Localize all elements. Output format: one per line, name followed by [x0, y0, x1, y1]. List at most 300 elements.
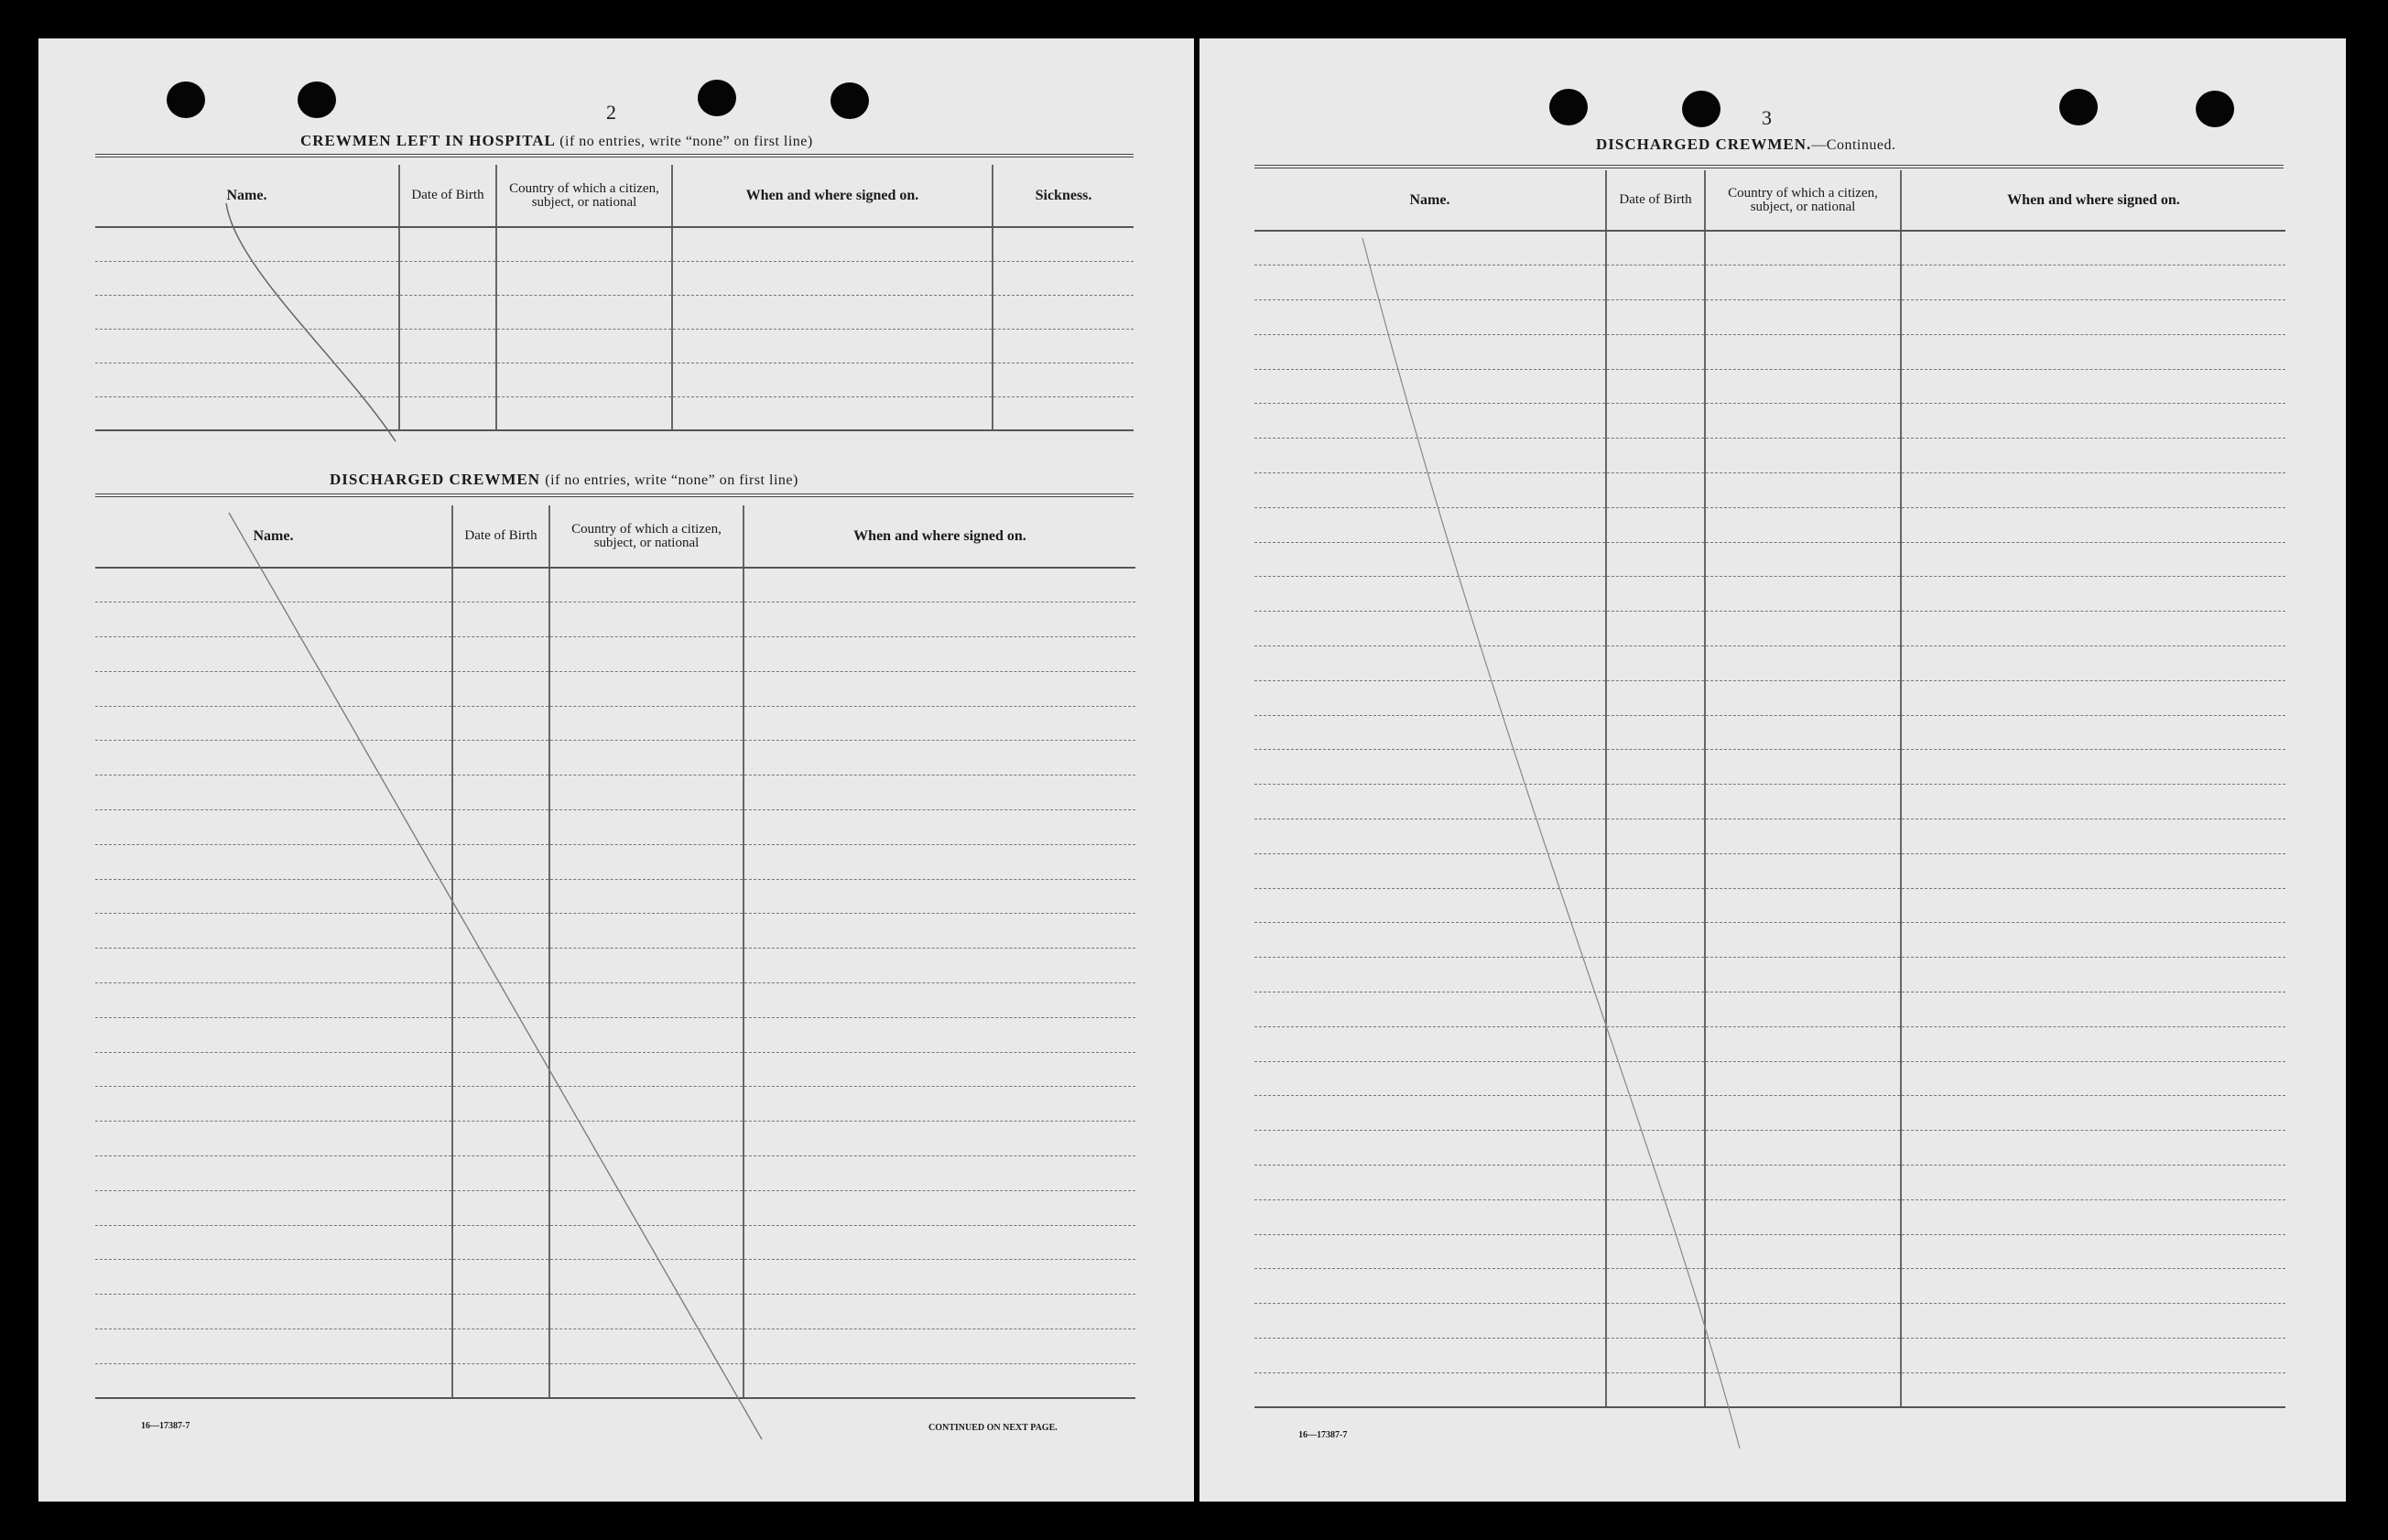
blank-cell: [1254, 507, 1606, 542]
discharged-table: [95, 505, 1135, 1399]
col-country-header: Country of which a citizen, subject, or national: [549, 505, 744, 568]
blank-cell: [1254, 888, 1606, 923]
blank-cell: [1705, 473, 1901, 508]
blank-cell: [1606, 992, 1705, 1027]
blank-cell: [744, 1017, 1135, 1052]
form-row: [1254, 923, 2285, 958]
punch-hole: [1682, 91, 1720, 127]
blank-cell: [95, 1260, 452, 1295]
blank-cell: [1705, 404, 1901, 439]
blank-cell: [1705, 369, 1901, 404]
blank-cell: [1606, 888, 1705, 923]
blank-cell: [1901, 1339, 2285, 1373]
form-row: [95, 363, 1134, 396]
blank-cell: [549, 1225, 744, 1260]
blank-cell: [1254, 612, 1606, 646]
blank-cell: [452, 741, 549, 775]
blank-cell: [744, 1329, 1135, 1364]
blank-cell: [993, 363, 1134, 396]
col-name-header: Name.: [1254, 170, 1606, 231]
form-row: [1254, 369, 2285, 404]
blank-cell: [452, 879, 549, 914]
form-row: [95, 1260, 1135, 1295]
blank-cell: [95, 741, 452, 775]
blank-cell: [1901, 1304, 2285, 1339]
blank-cell: [1901, 231, 2285, 266]
form-row: [95, 568, 1135, 602]
form-number: 16—17387-7: [1298, 1430, 1348, 1440]
blank-cell: [1705, 1304, 1901, 1339]
right-page: [1199, 38, 2346, 1502]
blank-cell: [744, 914, 1135, 949]
blank-cell: [452, 1225, 549, 1260]
blank-cell: [95, 983, 452, 1018]
blank-cell: [452, 637, 549, 672]
blank-cell: [1254, 992, 1606, 1027]
blank-cell: [672, 396, 993, 430]
form-row: [1254, 266, 2285, 300]
form-row: [1254, 439, 2285, 473]
blank-cell: [549, 602, 744, 637]
blank-cell: [744, 1190, 1135, 1225]
col-country-header: Country of which a citizen, subject, or national: [1705, 170, 1901, 231]
blank-cell: [549, 706, 744, 741]
blank-cell: [549, 810, 744, 845]
blank-cell: [1606, 785, 1705, 819]
blank-cell: [1705, 888, 1901, 923]
blank-cell: [1705, 1269, 1901, 1304]
blank-cell: [744, 1295, 1135, 1329]
blank-cell: [1705, 992, 1901, 1027]
form-row: [1254, 680, 2285, 715]
form-row: [1254, 750, 2285, 785]
blank-cell: [496, 363, 672, 396]
blank-cell: [993, 261, 1134, 295]
blank-cell: [452, 810, 549, 845]
blank-cell: [452, 671, 549, 706]
blank-cell: [1901, 612, 2285, 646]
blank-cell: [1606, 680, 1705, 715]
blank-cell: [1901, 577, 2285, 612]
blank-cell: [744, 775, 1135, 810]
blank-cell: [744, 1156, 1135, 1191]
blank-cell: [1254, 266, 1606, 300]
blank-cell: [1606, 1096, 1705, 1131]
blank-cell: [95, 1295, 452, 1329]
blank-cell: [1606, 819, 1705, 854]
blank-cell: [95, 810, 452, 845]
blank-cell: [993, 329, 1134, 363]
blank-cell: [1901, 646, 2285, 681]
form-row: [95, 1017, 1135, 1052]
blank-cell: [993, 396, 1134, 430]
blank-cell: [95, 1087, 452, 1122]
blank-cell: [549, 914, 744, 949]
blank-cell: [452, 1156, 549, 1191]
blank-cell: [744, 741, 1135, 775]
blank-cell: [95, 1225, 452, 1260]
blank-cell: [95, 775, 452, 810]
blank-cell: [744, 706, 1135, 741]
blank-cell: [1705, 1199, 1901, 1234]
blank-cell: [1606, 612, 1705, 646]
blank-cell: [452, 706, 549, 741]
blank-cell: [1254, 750, 1606, 785]
page-title: [1596, 136, 1895, 154]
col-dob-header: Date of Birth: [452, 505, 549, 568]
blank-cell: [1606, 334, 1705, 369]
blank-cell: [1705, 266, 1901, 300]
blank-cell: [1254, 1234, 1606, 1269]
blank-cell: [1901, 888, 2285, 923]
form-row: [95, 1190, 1135, 1225]
blank-cell: [1705, 1372, 1901, 1407]
blank-cell: [1705, 646, 1901, 681]
blank-cell: [1606, 507, 1705, 542]
header-rule: [1254, 165, 2284, 168]
blank-cell: [95, 329, 399, 363]
col-dob-header: Date of Birth: [399, 165, 496, 227]
blank-cell: [744, 844, 1135, 879]
blank-cell: [95, 568, 452, 602]
form-row: [95, 1295, 1135, 1329]
form-row: [95, 329, 1134, 363]
form-row: [95, 844, 1135, 879]
blank-cell: [496, 295, 672, 329]
blank-cell: [1705, 439, 1901, 473]
form-row: [95, 637, 1135, 672]
col-dob-header: Date of Birth: [1606, 170, 1705, 231]
blank-cell: [549, 879, 744, 914]
form-row: [1254, 853, 2285, 888]
left-page: [38, 38, 1194, 1502]
blank-cell: [993, 227, 1134, 261]
blank-cell: [1254, 1026, 1606, 1061]
blank-cell: [1901, 1372, 2285, 1407]
form-row: [95, 1156, 1135, 1191]
blank-cell: [1254, 369, 1606, 404]
blank-cell: [744, 1260, 1135, 1295]
blank-cell: [1606, 1234, 1705, 1269]
form-row: [1254, 334, 2285, 369]
blank-cell: [95, 1329, 452, 1364]
form-row: [95, 227, 1134, 261]
blank-cell: [549, 1087, 744, 1122]
col-name-header: Name.: [95, 505, 452, 568]
blank-cell: [1254, 680, 1606, 715]
blank-cell: [95, 1363, 452, 1398]
blank-cell: [399, 396, 496, 430]
blank-cell: [496, 227, 672, 261]
punch-hole: [2196, 91, 2234, 127]
blank-cell: [1606, 577, 1705, 612]
blank-cell: [549, 775, 744, 810]
form-row: [95, 671, 1135, 706]
form-row: [1254, 1304, 2285, 1339]
blank-cell: [1254, 819, 1606, 854]
form-row: [1254, 1199, 2285, 1234]
blank-cell: [1901, 853, 2285, 888]
blank-cell: [1606, 853, 1705, 888]
blank-cell: [549, 1363, 744, 1398]
blank-cell: [1705, 507, 1901, 542]
form-number: 16—17387-7: [141, 1421, 190, 1431]
blank-cell: [1901, 680, 2285, 715]
blank-cell: [1606, 1339, 1705, 1373]
form-row: [95, 1087, 1135, 1122]
form-row: [1254, 507, 2285, 542]
blank-cell: [549, 1329, 744, 1364]
blank-cell: [452, 1295, 549, 1329]
form-row: [95, 1329, 1135, 1364]
blank-cell: [549, 1122, 744, 1156]
form-row: [1254, 542, 2285, 577]
form-row: [95, 261, 1134, 295]
form-row: [95, 1122, 1135, 1156]
form-row: [95, 602, 1135, 637]
form-row: [1254, 231, 2285, 266]
form-row: [95, 775, 1135, 810]
form-row: [95, 949, 1135, 983]
blank-cell: [452, 1363, 549, 1398]
blank-cell: [1254, 646, 1606, 681]
form-row: [1254, 715, 2285, 750]
form-row: [1254, 1339, 2285, 1373]
blank-cell: [1901, 1131, 2285, 1166]
form-row: [1254, 888, 2285, 923]
blank-cell: [549, 568, 744, 602]
blank-cell: [95, 261, 399, 295]
blank-cell: [452, 775, 549, 810]
form-row: [1254, 612, 2285, 646]
blank-cell: [1705, 231, 1901, 266]
blank-cell: [95, 295, 399, 329]
blank-cell: [1606, 1131, 1705, 1166]
blank-cell: [549, 741, 744, 775]
page-number: 3: [1762, 106, 1772, 129]
blank-cell: [1901, 1061, 2285, 1096]
blank-cell: [1705, 819, 1901, 854]
blank-cell: [1901, 300, 2285, 335]
blank-cell: [1606, 300, 1705, 335]
blank-cell: [1901, 266, 2285, 300]
blank-cell: [452, 1260, 549, 1295]
hospital-instruction: (if no entries, write “none” on first line): [559, 134, 813, 149]
blank-cell: [1606, 1026, 1705, 1061]
blank-cell: [1606, 473, 1705, 508]
blank-cell: [452, 602, 549, 637]
blank-cell: [1254, 1304, 1606, 1339]
form-row: [1254, 785, 2285, 819]
punch-hole: [2059, 89, 2098, 125]
form-row: [1254, 1234, 2285, 1269]
blank-cell: [1705, 958, 1901, 992]
blank-cell: [672, 295, 993, 329]
blank-cell: [1254, 1131, 1606, 1166]
blank-cell: [1901, 1199, 2285, 1234]
blank-cell: [1705, 334, 1901, 369]
blank-cell: [744, 1087, 1135, 1122]
blank-cell: [1254, 1061, 1606, 1096]
blank-cell: [1901, 992, 2285, 1027]
blank-cell: [1901, 334, 2285, 369]
col-country-header: Country of which a citizen, subject, or national: [496, 165, 672, 227]
blank-cell: [1254, 1269, 1606, 1304]
blank-cell: [549, 1260, 744, 1295]
blank-cell: [452, 1190, 549, 1225]
blank-cell: [549, 1156, 744, 1191]
blank-cell: [549, 1017, 744, 1052]
blank-cell: [1705, 853, 1901, 888]
blank-cell: [744, 879, 1135, 914]
blank-cell: [1254, 715, 1606, 750]
blank-cell: [1254, 542, 1606, 577]
blank-cell: [744, 1363, 1135, 1398]
blank-cell: [1606, 404, 1705, 439]
title-text: DISCHARGED CREWMEN.: [1596, 136, 1812, 153]
blank-cell: [95, 1190, 452, 1225]
blank-cell: [95, 396, 399, 430]
form-row: [1254, 646, 2285, 681]
form-row: [95, 810, 1135, 845]
blank-cell: [1606, 1372, 1705, 1407]
blank-cell: [549, 671, 744, 706]
header-rule: [95, 493, 1134, 497]
blank-cell: [452, 1329, 549, 1364]
form-row: [95, 1363, 1135, 1398]
blank-cell: [549, 1190, 744, 1225]
form-row: [1254, 473, 2285, 508]
blank-cell: [744, 602, 1135, 637]
blank-cell: [1901, 750, 2285, 785]
blank-cell: [452, 844, 549, 879]
hospital-section-title: [300, 132, 813, 150]
blank-cell: [1606, 646, 1705, 681]
col-signed-header: When and where signed on.: [672, 165, 993, 227]
discharged-instruction: (if no entries, write “none” on first line): [545, 472, 798, 488]
punch-hole: [298, 81, 336, 118]
form-row: [1254, 1166, 2285, 1200]
blank-cell: [1254, 473, 1606, 508]
blank-cell: [95, 227, 399, 261]
blank-cell: [744, 1225, 1135, 1260]
blank-cell: [549, 844, 744, 879]
form-row: [1254, 992, 2285, 1027]
discharged-title-text: DISCHARGED CREWMEN: [330, 471, 541, 488]
form-row: [95, 706, 1135, 741]
blank-cell: [1254, 1339, 1606, 1373]
title-suffix: —Continued.: [1811, 137, 1896, 153]
form-row: [95, 1225, 1135, 1260]
blank-cell: [1606, 715, 1705, 750]
form-row: [1254, 1131, 2285, 1166]
blank-cell: [744, 568, 1135, 602]
blank-cell: [1606, 369, 1705, 404]
blank-cell: [452, 1122, 549, 1156]
blank-cell: [452, 568, 549, 602]
blank-cell: [1901, 542, 2285, 577]
blank-cell: [1254, 1096, 1606, 1131]
blank-cell: [452, 1052, 549, 1087]
blank-cell: [1705, 1131, 1901, 1166]
blank-cell: [1901, 785, 2285, 819]
blank-cell: [1901, 473, 2285, 508]
blank-cell: [1901, 404, 2285, 439]
blank-cell: [1606, 750, 1705, 785]
blank-cell: [399, 329, 496, 363]
blank-cell: [1901, 1234, 2285, 1269]
blank-cell: [1705, 750, 1901, 785]
blank-cell: [1705, 715, 1901, 750]
blank-cell: [1254, 1166, 1606, 1200]
punch-hole: [698, 80, 736, 116]
form-row: [1254, 404, 2285, 439]
blank-cell: [1705, 1234, 1901, 1269]
blank-cell: [1254, 334, 1606, 369]
form-row: [95, 396, 1134, 430]
blank-cell: [452, 983, 549, 1018]
blank-cell: [744, 671, 1135, 706]
blank-cell: [95, 671, 452, 706]
blank-cell: [95, 1052, 452, 1087]
blank-cell: [399, 261, 496, 295]
blank-cell: [744, 949, 1135, 983]
form-row: [95, 879, 1135, 914]
blank-cell: [95, 602, 452, 637]
blank-cell: [1254, 231, 1606, 266]
blank-cell: [1901, 1269, 2285, 1304]
blank-cell: [496, 396, 672, 430]
blank-cell: [1901, 439, 2285, 473]
hospital-title-text: CREWMEN LEFT IN HOSPITAL: [300, 132, 555, 149]
blank-cell: [744, 983, 1135, 1018]
blank-cell: [452, 949, 549, 983]
blank-cell: [993, 295, 1134, 329]
blank-cell: [399, 363, 496, 396]
col-signed-header: When and where signed on.: [1901, 170, 2285, 231]
blank-cell: [1254, 404, 1606, 439]
blank-cell: [95, 363, 399, 396]
blank-cell: [496, 261, 672, 295]
blank-cell: [1705, 300, 1901, 335]
blank-cell: [1705, 680, 1901, 715]
blank-cell: [1606, 266, 1705, 300]
blank-cell: [1705, 923, 1901, 958]
punch-hole: [830, 82, 869, 119]
blank-cell: [1606, 1199, 1705, 1234]
punch-hole: [1549, 89, 1588, 125]
blank-cell: [1254, 1199, 1606, 1234]
blank-cell: [549, 983, 744, 1018]
blank-cell: [549, 637, 744, 672]
blank-cell: [1901, 819, 2285, 854]
discharged-continued-table: [1254, 170, 2285, 1408]
blank-cell: [1901, 507, 2285, 542]
form-row: [1254, 300, 2285, 335]
blank-cell: [1705, 1026, 1901, 1061]
blank-cell: [496, 329, 672, 363]
blank-cell: [1901, 1096, 2285, 1131]
blank-cell: [1606, 1304, 1705, 1339]
blank-cell: [95, 914, 452, 949]
blank-cell: [95, 706, 452, 741]
blank-cell: [95, 1122, 452, 1156]
discharged-section-title: [330, 471, 798, 489]
col-signed-header: When and where signed on.: [744, 505, 1135, 568]
blank-cell: [744, 637, 1135, 672]
form-row: [1254, 577, 2285, 612]
blank-cell: [1705, 577, 1901, 612]
